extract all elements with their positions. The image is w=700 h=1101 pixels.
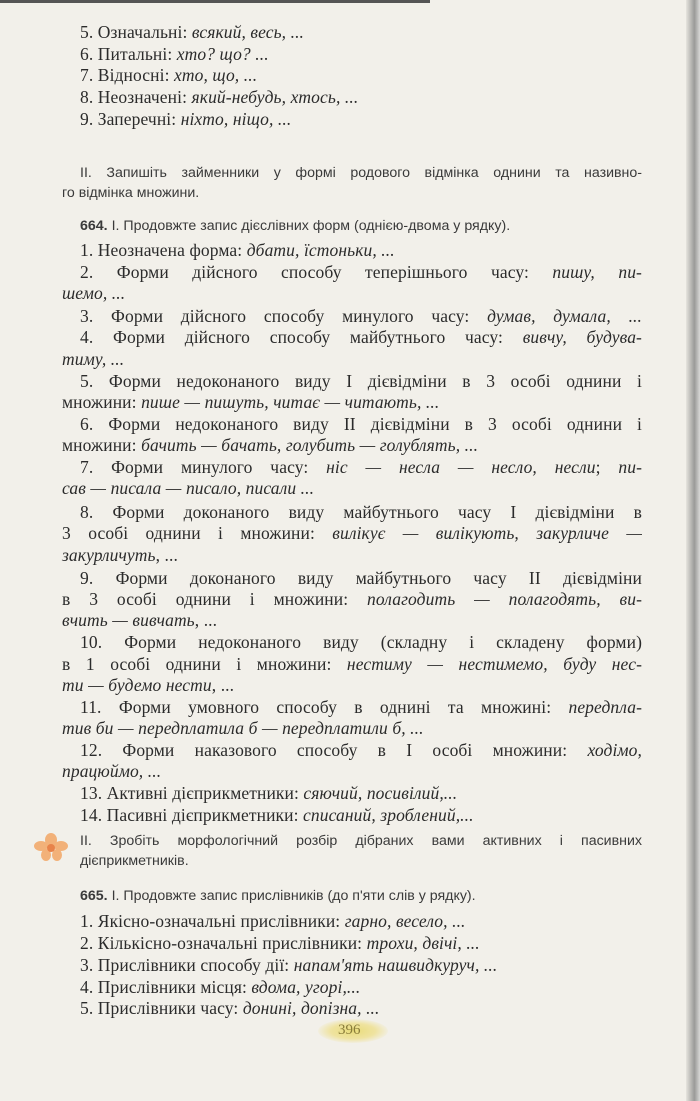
example-words: вдома, угорі,... [251,977,361,997]
page-number: 396 [338,1022,361,1038]
instruction-line [80,163,642,183]
page-top-edge [0,0,430,3]
text-line [62,478,314,498]
text-line [62,675,234,695]
line-text: 8. Форми доконаного виду майбутнього часу I дієвідміни в [80,502,642,522]
exercise-heading [80,886,476,906]
example-words: вивчу, будува- [522,327,642,347]
text-line [62,654,642,674]
line-text: 1. Якісно-означальні прислівники: [80,911,345,931]
page-number-badge [318,1019,388,1043]
example-words: вчить — вивчать [62,610,195,630]
line-text: 9. Заперечні: [80,109,181,129]
line-text: ; [595,457,619,477]
line-text: го відмінка множини. [62,185,200,201]
text-line [80,805,474,825]
line-text: II. Запишіть займенники у формі родового відмінка однини та називно- [80,165,642,181]
instruction-line [62,183,199,203]
example-words: пишу, пи- [552,262,642,282]
example-words: всякий, весь, ... [191,22,305,42]
text-line [80,306,642,326]
line-text: множини: [62,392,142,412]
text-line [80,632,642,652]
line-text: 6. Форми недоконаного виду II дієвідміни в 3 особі однини і [80,414,642,434]
text-line [80,414,642,434]
line-text: I. Продовжте запис дієслівних форм (однією-двома у рядку). [111,218,511,234]
example-words: сяючий, посивілий,... [303,783,458,803]
line-text: 1. Неозначена форма: [80,240,247,260]
line-text: 9. Форми доконаного виду майбутнього часу II дієвідміни [80,568,642,588]
line-text: 13. Активні дієприкметники: [80,783,304,803]
line-text: 2. Кількісно-означальні прислівники: [80,933,367,953]
exercise-number: 664. [80,218,112,234]
text-line [80,65,257,85]
example-words: тиму, ... [62,349,125,369]
example-words: сав — писала — писало, писали ... [62,478,315,498]
line-text: 2. Форми дійсного способу теперішнього часу: [80,262,553,282]
example-words: ніхто, ніщо, ... [180,109,292,129]
example-words: шемо, ... [62,283,126,303]
line-text: 11. Форми умовного способу в однині та множині: [80,697,569,717]
text-line [80,933,480,953]
line-text: 4. Прислівники місця: [80,977,252,997]
line-text: 3. Форми дійсного способу минулого часу: [80,306,488,326]
line-text: 14. Пасивні дієприкметники: [80,805,304,825]
example-words: ти — будемо нести [62,675,212,695]
exercise-heading [80,216,510,236]
line-text: , ... [155,545,178,565]
text-line [62,523,642,543]
line-text: множини: [62,435,142,455]
example-words: гарно, весело, ... [344,911,466,931]
page-binding-shadow [686,0,700,1101]
example-words: який-небудь, хтось, ... [191,87,359,107]
text-line [62,610,217,630]
instruction-line [80,831,642,851]
line-text: 6. Питальні: [80,44,177,64]
example-words: хто, що, ... [174,65,258,85]
example-words: трохи, двічі, ... [366,933,480,953]
flower-icon [32,832,70,862]
example-words: пише — пишуть, читає — читають, ... [141,392,440,412]
line-text: 5. Форми недоконаного виду I дієвідміни в 3 особі однини і [80,371,642,391]
line-text: 3 особі однини і множини: [62,523,333,543]
text-line [62,545,178,565]
example-words: вилікує — вилікують, закурличе — [332,523,642,543]
line-text: 7. Відносні: [80,65,175,85]
text-line [80,44,269,64]
line-text: I. Продовжте запис прислівників (до п'яти слів у рядку). [111,888,476,904]
line-text: 12. Форми наказового способу в I особі множини: [80,740,588,760]
text-line [62,589,642,609]
text-line [80,998,380,1018]
line-text: дієприкметників. [80,853,189,869]
instruction-line [80,851,189,871]
text-line [62,761,161,781]
text-line [80,955,497,975]
text-line [62,392,439,412]
line-text: II. Зробіть морфологічний розбір дібраних вами активних і пасивних [80,833,642,849]
text-line [80,457,642,477]
line-text: 10. Форми недоконаного виду (складну і складену форми) [80,632,642,652]
line-text: 7. Форми минулого часу: [80,457,327,477]
text-line [80,783,457,803]
example-words: бачить — бачать, голубить — голублять, ... [141,435,479,455]
text-line [80,371,642,391]
line-text: 8. Неозначені: [80,87,192,107]
exercise-number: 665. [80,888,112,904]
example-words: ходімо, [587,740,642,760]
text-line [80,22,304,42]
text-line [80,109,291,129]
text-line [62,435,478,455]
text-line [80,262,642,282]
line-text: 5. Прислівники часу: [80,998,243,1018]
example-words: тив би — передплатила б — передплатили б, ... [62,718,424,738]
example-words: полагодить — полагодять, ви- [367,589,642,609]
line-text: 5. Означальні: [80,22,192,42]
text-line [80,87,358,107]
line-text: 4. Форми дійсного способу майбутнього часу: [80,327,523,347]
example-words: передпла- [568,697,642,717]
text-line [80,568,642,588]
text-line [80,327,642,347]
example-words: дбати, їстоньки, ... [246,240,395,260]
line-text: , ... [194,610,218,630]
text-line [80,697,642,717]
example-words: нестиму — нестимемо, буду нес- [346,654,642,674]
line-text: в 3 особі однини і множини: [62,589,368,609]
example-words: ніс — несла — несло, несли [326,457,596,477]
example-words: працюймо, ... [62,761,162,781]
text-line [80,977,360,997]
example-words: пи- [618,457,642,477]
example-words: закурличуть [62,545,156,565]
example-words: списаний, зроблений,... [303,805,474,825]
text-line [80,502,642,522]
text-line [62,718,424,738]
line-text: 3. Прислівники способу дії: [80,955,294,975]
line-text: , ... [211,675,235,695]
text-line [80,911,466,931]
example-words: хто? що? ... [176,44,269,64]
text-line [80,740,642,760]
text-line [62,349,124,369]
text-line [62,283,125,303]
example-words: напам'ять нашвидкуруч, ... [293,955,498,975]
example-words: донині, допізна, ... [242,998,380,1018]
line-text: в 1 особі однини і множини: [62,654,347,674]
example-words: думав, думала, ... [487,306,642,326]
text-line [80,240,395,260]
